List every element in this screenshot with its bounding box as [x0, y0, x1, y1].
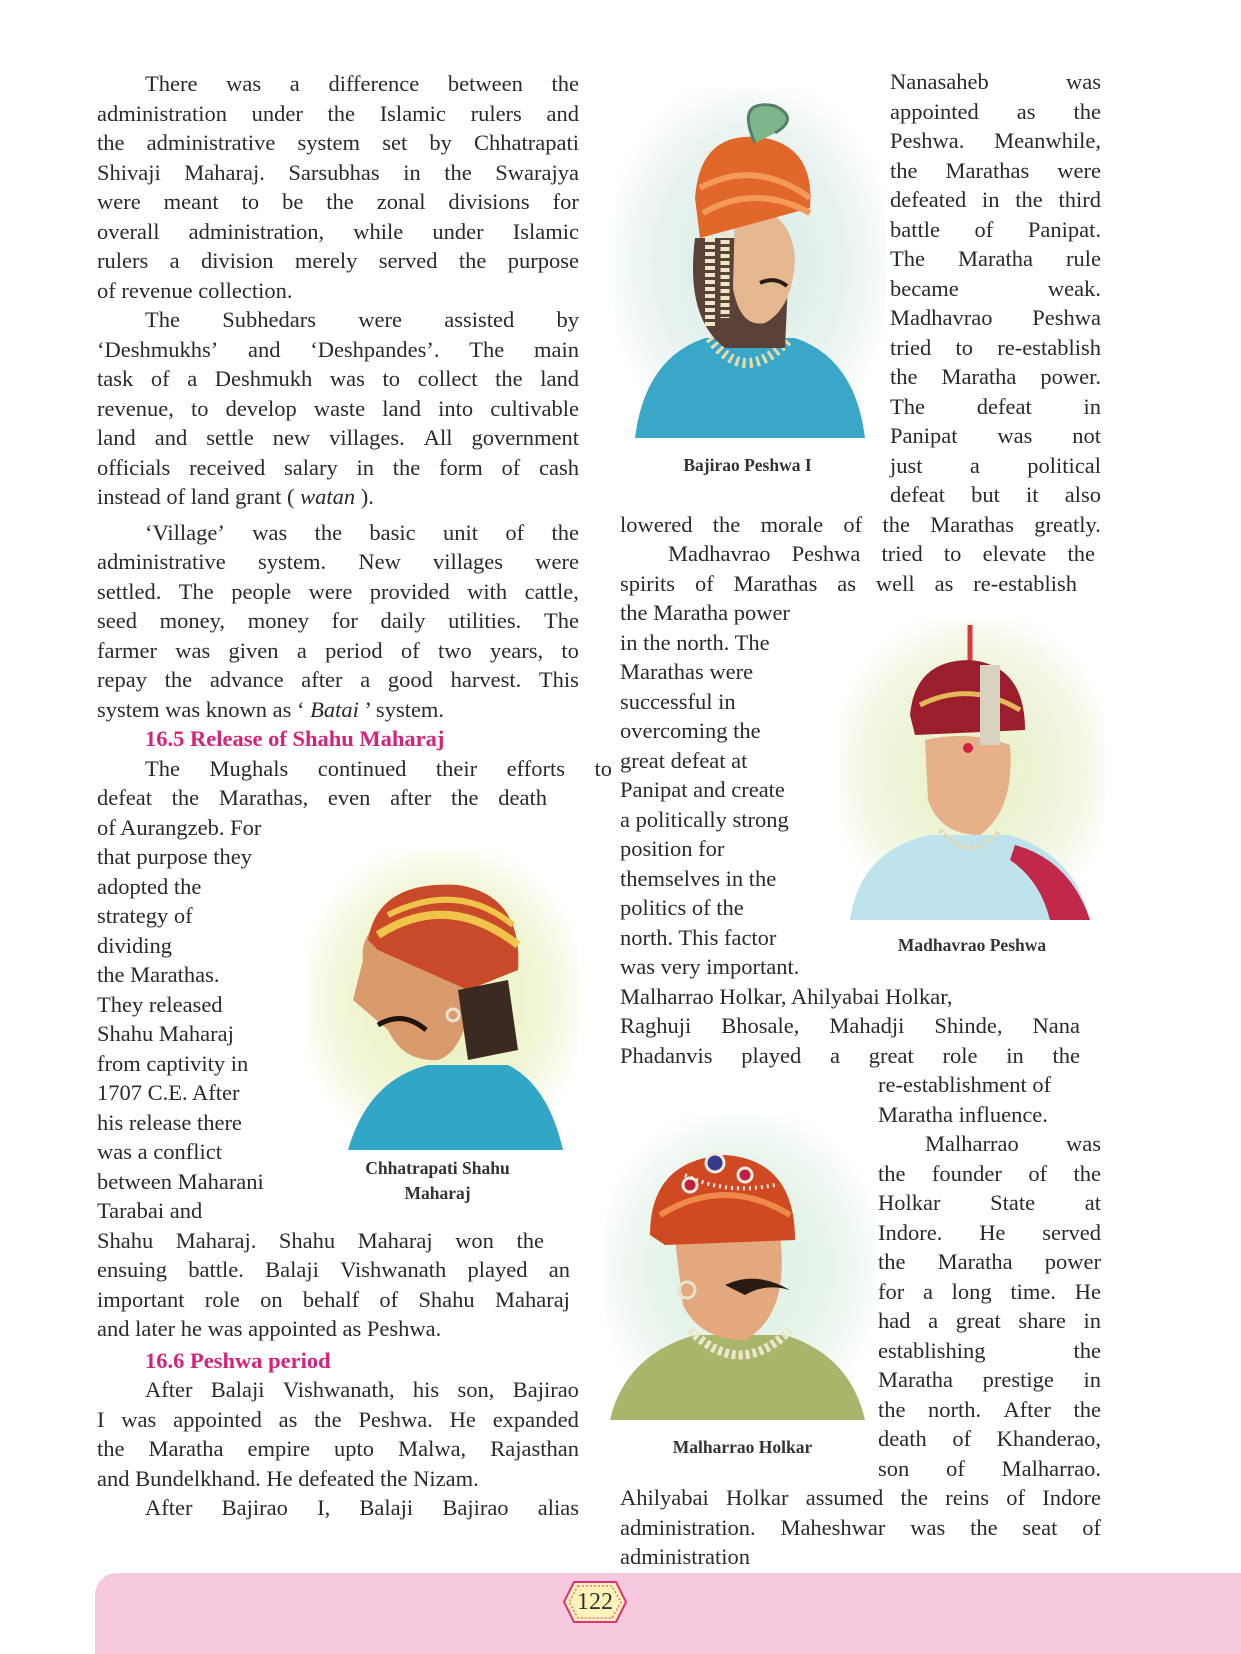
text-line: Holkar State at [878, 1190, 1101, 1215]
text-line: defeat but it also [890, 482, 1101, 507]
text-line: dividing [97, 932, 173, 958]
text-line: appointed as the [890, 98, 1101, 124]
text-line: politics of the [620, 895, 744, 920]
text-line: son of Malharrao. [878, 1455, 1101, 1481]
text-line: Shahu Maharaj [97, 1021, 234, 1046]
text-line: repay the advance after a good harvest. This [97, 667, 579, 692]
text-line: establishing the [878, 1337, 1101, 1363]
text-line: 1707 C.E. After [97, 1080, 240, 1105]
text-line: great defeat at [620, 747, 748, 773]
text-line: Madhavrao Peshwa tried to elevate the [668, 541, 1095, 566]
text-line: of revenue collection. [97, 277, 293, 303]
text-line: settled. The people were provided with cattle, [97, 578, 579, 604]
text-line: The defeat in [890, 393, 1101, 419]
text-line: officials received salary in the form of cash [97, 454, 579, 480]
page-number-badge [560, 1578, 630, 1626]
text-line: between Maharani [97, 1168, 264, 1194]
text-line: system was known as ‘ Batai ’ system. [97, 696, 445, 722]
text-line: just a political [890, 452, 1101, 478]
text-line: administrative system. New villages were [97, 549, 579, 574]
text-line: became weak. [890, 275, 1101, 301]
heading-16-6: 16.6 Peshwa period [145, 1347, 331, 1373]
text-line: strategy of [97, 903, 193, 928]
text-line: from captivity in [97, 1050, 249, 1076]
text-line: After Balaji Vishwanath, his son, Bajirao [145, 1377, 579, 1402]
text-line: and later he was appointed as Peshwa. [97, 1316, 442, 1341]
text-line: successful in [620, 688, 736, 714]
text-line: Shivaji Maharaj. Sarsubhas in the Swarajya [97, 159, 579, 185]
text-line: were meant to be the zonal divisions for [97, 189, 579, 214]
text-line: Indore. He served [878, 1219, 1101, 1245]
text-line: and Bundelkhand. He defeated the Nizam. [97, 1465, 479, 1491]
text-line: his release there [97, 1109, 242, 1135]
malharrao-holkar-portrait [605, 1115, 875, 1420]
text-line: that purpose they [97, 844, 252, 869]
caption-malharrao: Malharrao Holkar [672, 1437, 813, 1457]
text-line: the north. After the [878, 1396, 1101, 1422]
text-line: Panipat and create [620, 777, 785, 802]
text-line: There was a difference between the [145, 71, 579, 96]
text-line: the Maratha empire upto Malwa, Rajasthan [97, 1436, 579, 1461]
text-line: rulers a division merely served the purpose [97, 248, 579, 273]
bajirao-peshwa-portrait [615, 88, 885, 438]
text-line: Malharrao was [925, 1131, 1101, 1156]
text-line: ‘Deshmukhs’ and ‘Deshpandes’. The main [97, 336, 579, 362]
text-line: The Mughals continued their efforts to [145, 755, 612, 781]
text-line: Marathas were [620, 659, 754, 684]
caption-shahu-line1: Chhatrapati Shahu [365, 1158, 510, 1178]
text-line: for a long time. He [878, 1278, 1101, 1304]
text-line: Maratha influence. [878, 1101, 1048, 1127]
text-line: the Maratha power. [890, 364, 1101, 389]
text-line: battle of Panipat. [890, 216, 1101, 242]
text-line: the administrative system set by Chhatrapati [97, 130, 579, 155]
text-line: Shahu Maharaj. Shahu Maharaj won the [97, 1227, 544, 1253]
text-line: ‘Village’ was the basic unit of the [145, 519, 579, 545]
caption-bajirao: Bajirao Peshwa I [683, 455, 812, 475]
page-number: 122 [577, 1588, 613, 1615]
shahu-maharaj-portrait [308, 850, 578, 1150]
text-line: re-establishment of [878, 1072, 1052, 1097]
text-line: had a great share in [878, 1308, 1101, 1333]
text-line: important role on behalf of Shahu Maharaj [97, 1286, 570, 1312]
text-line: adopted the [97, 873, 202, 899]
text-line: administration [620, 1544, 750, 1569]
text-line: farmer was given a period of two years, to [97, 637, 579, 663]
text-line: Maratha prestige in [878, 1367, 1101, 1392]
text-line: defeat the Marathas, even after the death [97, 785, 547, 810]
text-line: the Marathas were [890, 157, 1101, 183]
text-line: Nanasaheb was [890, 69, 1101, 94]
text-line: position for [620, 836, 725, 861]
caption-madhavrao: Madhavrao Peshwa [897, 935, 1047, 955]
text-line: revenue, to develop waste land into cultivable [97, 395, 579, 421]
text-line: The Maratha rule [890, 246, 1101, 271]
madhavrao-peshwa-portrait [840, 620, 1105, 920]
text-line: the Maratha power [620, 600, 790, 625]
text-line: Madhavrao Peshwa [890, 305, 1101, 330]
text-line: Ahilyabai Holkar assumed the reins of Indore [620, 1485, 1101, 1510]
text-line: I was appointed as the Peshwa. He expanded [97, 1406, 579, 1432]
text-line: administration. Maheshwar was the seat of [620, 1514, 1101, 1540]
caption-shahu-line2: Maharaj [404, 1183, 471, 1203]
text-line: The Subhedars were assisted by [145, 307, 579, 332]
text-line: Malharrao Holkar, Ahilyabai Holkar, [620, 983, 953, 1009]
text-line: ensuing battle. Balaji Vishwanath played an [97, 1257, 570, 1282]
text-line: instead of land grant ( watan ). [97, 484, 374, 509]
text-line: was a conflict [97, 1139, 222, 1164]
text-line: Tarabai and [97, 1198, 203, 1223]
text-line: the Maratha power [878, 1249, 1101, 1274]
text-line: the Marathas. [97, 962, 220, 987]
text-line: seed money, money for daily utilities. The [97, 608, 579, 633]
text-line: administration under the Islamic rulers and [97, 100, 579, 126]
text-line: overall administration, while under Islamic [97, 218, 579, 244]
text-line: of Aurangzeb. For [97, 814, 262, 840]
heading-16-5: 16.5 Release of Shahu Maharaj [145, 726, 445, 751]
text-line: They released [97, 991, 223, 1017]
text-line: overcoming the [620, 718, 761, 743]
footer-band [95, 1573, 1241, 1654]
text-line: was very important. [620, 954, 800, 979]
text-line: in the north. The [620, 629, 770, 655]
text-line: the founder of the [878, 1160, 1101, 1186]
text-line: Raghuji Bhosale, Mahadji Shinde, Nana [620, 1013, 1080, 1038]
text-line: defeated in the third [890, 187, 1101, 212]
text-line: themselves in the [620, 865, 777, 891]
text-line: Phadanvis played a great role in the [620, 1042, 1080, 1068]
text-line: spirits of Marathas as well as re-establish [620, 570, 1077, 596]
text-line: land and settle new villages. All government [97, 425, 579, 450]
text-line: a politically strong [620, 806, 789, 832]
text-line: lowered the morale of the Marathas greatly. [620, 511, 1101, 537]
text-line: death of Khanderao, [878, 1426, 1101, 1451]
text-line: tried to re-establish [890, 334, 1101, 360]
text-line: Panipat was not [890, 423, 1101, 448]
text-line: After Bajirao I, Balaji Bajirao alias [145, 1495, 579, 1520]
text-line: north. This factor [620, 924, 777, 950]
text-line: Peshwa. Meanwhile, [890, 128, 1101, 153]
text-line: task of a Deshmukh was to collect the land [97, 366, 579, 391]
